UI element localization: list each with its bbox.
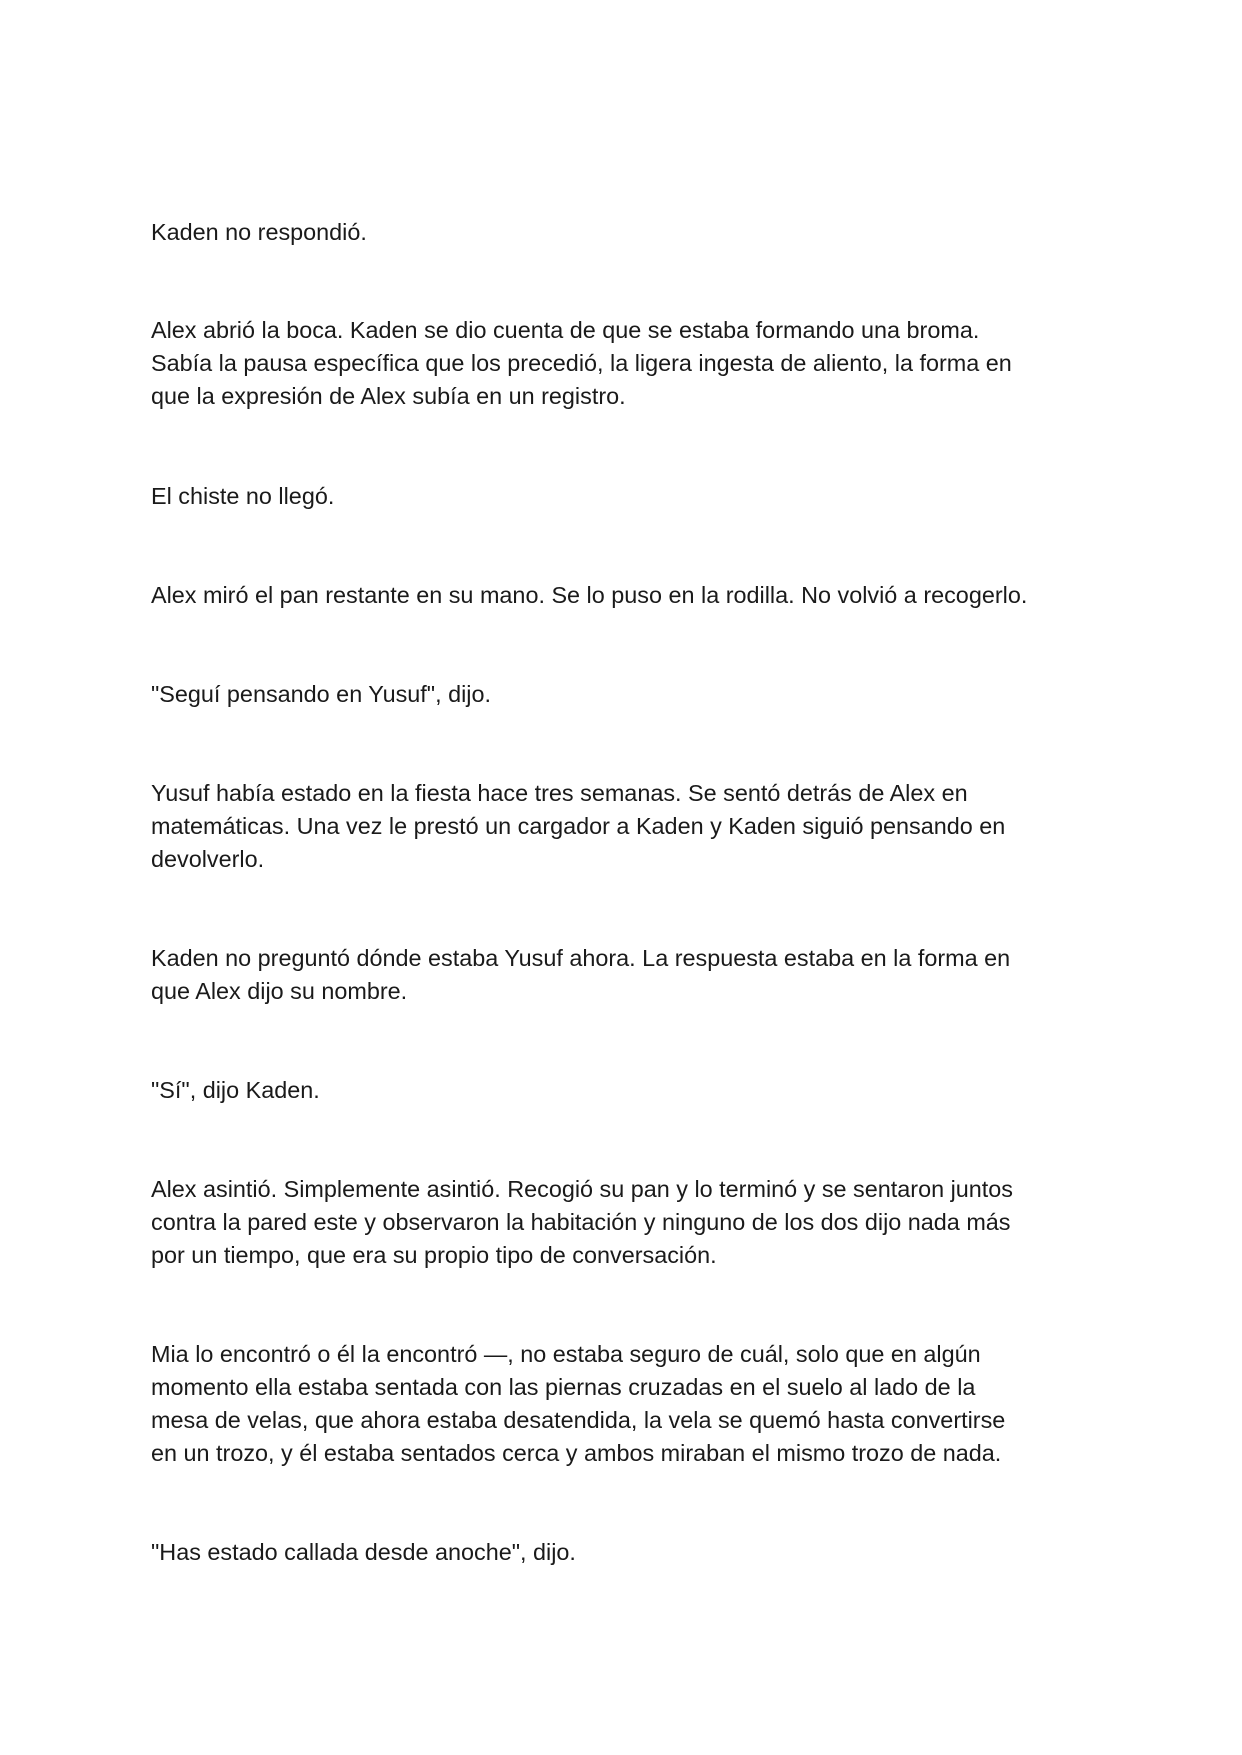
paragraph: Alex miró el pan restante en su mano. Se lo puso en la rodilla. No volvió a recogerlo. — [151, 582, 1028, 608]
paragraph: Kaden no preguntó dónde estaba Yusuf ahora. La respuesta estaba en la forma en que Alex dijo su nombre. — [151, 945, 1011, 1004]
paragraph: "Has estado callada desde anoche", dijo. — [151, 1539, 576, 1565]
paragraph: Alex abrió la boca. Kaden se dio cuenta de que se estaba formando una broma. Sabía la pausa específica que los precedió, la ligera ingesta de aliento, la forma en que la expresión de Alex subía en un registro. — [151, 317, 1012, 409]
paragraph: Yusuf había estado en la fiesta hace tres semanas. Se sentó detrás de Alex en matemáticas. Una vez le prestó un cargador a Kaden y Kaden siguió pensando en devolverlo. — [151, 780, 1006, 872]
paragraph: "Seguí pensando en Yusuf", dijo. — [151, 681, 492, 707]
paragraph: Mia lo encontró o él la encontró —, no estaba seguro de cuál, solo que en algún momento ella estaba sentada con las piernas cruzadas en el suelo al lado de la mesa de velas, que ahora estaba desatendida, la vela se quemó hasta convertirse en un trozo, y él estaba sentados cerca y ambos miraban el mismo trozo de nada. — [151, 1341, 1006, 1466]
paragraph: Alex asintió. Simplemente asintió. Recogió su pan y lo terminó y se sentaron juntos contra la pared este y observaron la habitación y ninguno de los dos dijo nada más por un tiempo, que era su propio tipo de conversación. — [151, 1176, 1014, 1268]
paragraph: El chiste no llegó. — [151, 483, 335, 509]
paragraph: "Sí", dijo Kaden. — [151, 1077, 320, 1103]
paragraph: Kaden no respondió. — [151, 219, 367, 245]
